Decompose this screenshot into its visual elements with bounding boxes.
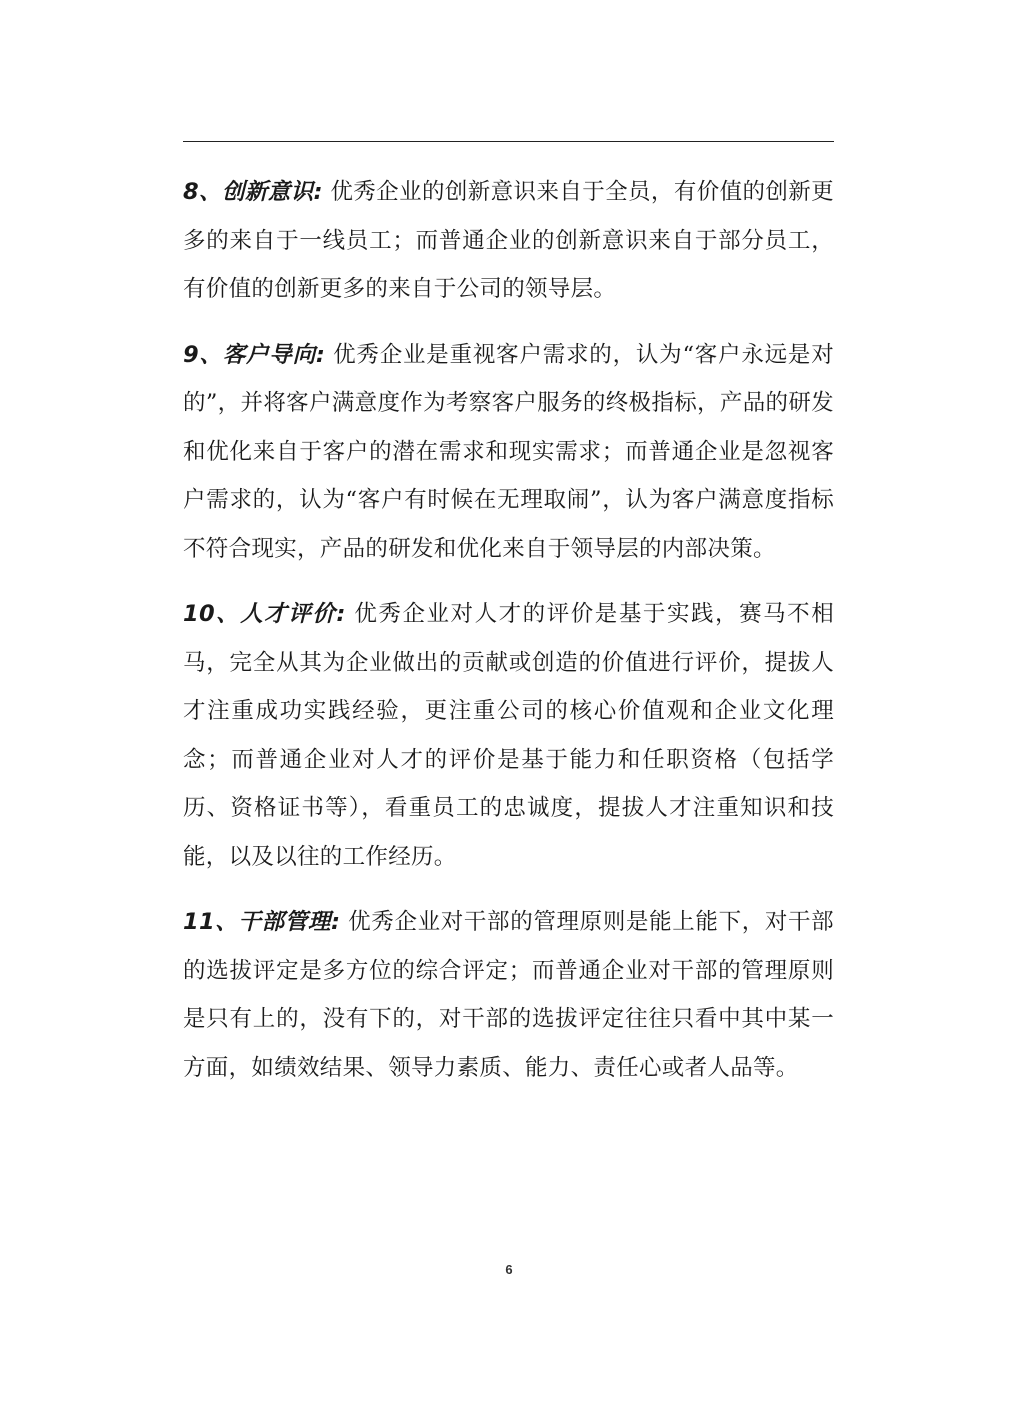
paragraph-heading: 9、客户导向 xyxy=(183,341,316,368)
paragraph-heading: 10、人才评价 xyxy=(183,601,337,627)
paragraph-heading: 11、干部管理 xyxy=(183,909,332,935)
paragraph-customer-orientation xyxy=(183,331,834,574)
heading-separator: : xyxy=(331,909,341,935)
page-number: 6 xyxy=(505,1262,513,1277)
paragraph-talent-evaluation xyxy=(183,590,834,881)
paragraph-text: 优秀企业对人才的评价是基于实践，赛马不相马，完全从其为企业做出的贡献或创造的价值进行评价，提拔人才注重成功实践经验，更注重公司的核心价值观和企业文化理念；而普通企业对人才的评价是基于能力和任职资格（包括学历、资格证书等），看重员工的忠诚度，提拔人才注重知识和技能，以及以往的工作经历。 xyxy=(183,601,834,870)
paragraph-text: 优秀企业是重视客户需求的，认为“客户永远是对的”，并将客户满意度作为考察客户服务的终极指标，产品的研发和优化来自于客户的潜在需求和现实需求；而普通企业是忽视客户需求的，认为“客户有时候在无理取闹”，认为客户满意度指标不符合现实，产品的研发和优化来自于领导层的内部决策。 xyxy=(183,341,834,562)
header-rule xyxy=(183,141,834,142)
paragraph-heading: 8、创新意识 xyxy=(183,179,314,205)
paragraph-text: 优秀企业的创新意识来自于全员，有价值的创新更多的来自于一线员工；而普通企业的创新意识来自于部分员工，有价值的创新更多的来自于公司的领导层。 xyxy=(183,179,834,302)
heading-separator: : xyxy=(315,341,326,368)
heading-separator: : xyxy=(336,601,346,627)
document-body xyxy=(183,168,834,1092)
heading-separator: : xyxy=(313,179,323,205)
paragraph-innovation xyxy=(183,168,834,314)
paragraph-text: 优秀企业对干部的管理原则是能上能下，对干部的选拔评定是多方位的综合评定；而普通企业对干部的管理原则是只有上的，没有下的，对干部的选拔评定往往只看中其中某一方面，如绩效结果、领导力素质、能力、责任心或者人品等。 xyxy=(183,909,834,1081)
paragraph-cadre-management xyxy=(183,898,834,1092)
